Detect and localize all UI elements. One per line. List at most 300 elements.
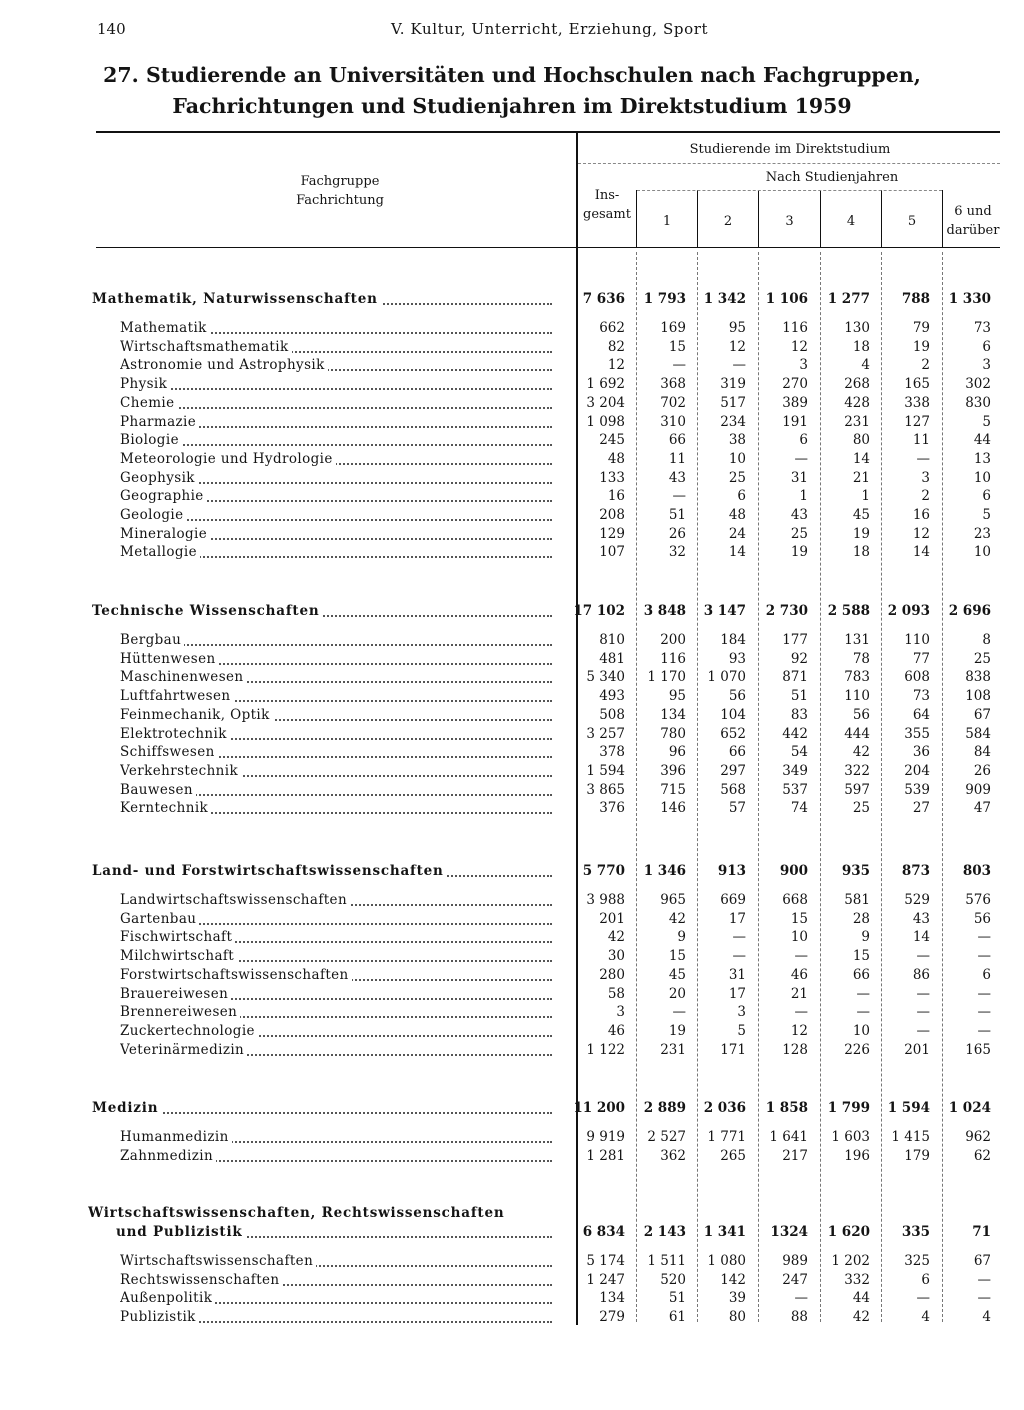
row-label [120, 1289, 552, 1308]
cell-year-1: 1 793 [643, 291, 686, 307]
row-label-text: Humanmedizin [120, 1129, 232, 1145]
cell-year-2: 568 [720, 782, 746, 798]
group-label [88, 1204, 552, 1223]
row-label-text: Mineralogie [120, 526, 210, 542]
cell-year-3: 128 [782, 1042, 808, 1058]
cell-year-4: 131 [844, 632, 870, 648]
row-label-text: Chemie [120, 395, 178, 411]
cell-year-4: 332 [844, 1272, 870, 1288]
table-row [0, 1308, 1024, 1327]
cell-year-5: 12 [912, 526, 930, 542]
cell-year-5: 2 [921, 488, 930, 504]
table-row [0, 706, 1024, 725]
cell-year-3: 270 [782, 376, 808, 392]
cell-year-1: 32 [668, 544, 686, 560]
row-label-text: Pharmazie [120, 414, 199, 430]
cell-year-2: 319 [720, 376, 746, 392]
cell-year-6-plus: 1 330 [948, 291, 991, 307]
cell-year-3: 83 [790, 707, 808, 723]
row-label-text: Wirtschaftsmathematik [120, 339, 292, 355]
group-label [92, 1099, 552, 1118]
cell-year-5: 19 [912, 339, 930, 355]
cell-year-3: 116 [782, 320, 808, 336]
cell-year-4: 10 [852, 1023, 870, 1039]
row-label [120, 725, 552, 744]
cell-year-4: 15 [852, 948, 870, 964]
cell-insgesamt: 280 [599, 967, 625, 983]
row-label [120, 1041, 552, 1060]
cell-year-1: 146 [660, 800, 686, 816]
group-label-text: Technische Wissenschaften [92, 603, 322, 619]
cell-year-2: 57 [728, 800, 746, 816]
cell-year-6-plus: 962 [965, 1129, 991, 1145]
table-row [0, 1003, 1024, 1022]
cell-year-3: 92 [790, 651, 808, 667]
cell-year-3: 54 [790, 744, 808, 760]
table-row [0, 1252, 1024, 1271]
cell-year-4: 226 [844, 1042, 870, 1058]
cell-year-3: 871 [782, 669, 808, 685]
table-row [0, 1128, 1024, 1147]
cell-year-6-plus: 909 [965, 782, 991, 798]
group-label-text: Medizin [92, 1100, 161, 1116]
table-row [0, 799, 1024, 818]
cell-insgesamt: 201 [599, 911, 625, 927]
cell-year-3: — [794, 1290, 808, 1306]
cell-insgesamt: 279 [599, 1309, 625, 1325]
cell-year-6-plus: 6 [982, 339, 991, 355]
table-row [0, 1289, 1024, 1308]
cell-year-6-plus: 47 [973, 800, 991, 816]
group-label-text: und Publizistik [116, 1224, 246, 1240]
cell-year-3: 10 [790, 929, 808, 945]
cell-year-4: 56 [852, 707, 870, 723]
cell-year-6-plus: 5 [982, 414, 991, 430]
cell-insgesamt: 493 [599, 688, 625, 704]
cell-year-1: 362 [660, 1148, 686, 1164]
cell-year-4: 322 [844, 763, 870, 779]
cell-year-5: 165 [904, 376, 930, 392]
cell-year-6-plus: 44 [973, 432, 991, 448]
cell-year-6-plus: — [977, 929, 991, 945]
row-label-text: Forstwirtschaftswissenschaften [120, 967, 352, 983]
cell-insgesamt: 3 865 [586, 782, 625, 798]
row-label-text: Brennereiwesen [120, 1004, 240, 1020]
row-label [120, 910, 552, 929]
table-row [0, 431, 1024, 450]
cell-insgesamt: 42 [607, 929, 625, 945]
cell-year-4: 2 588 [827, 603, 870, 619]
cell-year-5: 539 [904, 782, 930, 798]
cell-year-3: 12 [790, 1023, 808, 1039]
cell-year-6-plus: 2 696 [948, 603, 991, 619]
cell-year-1: — [672, 488, 686, 504]
cell-year-6-plus: 1 024 [948, 1100, 991, 1116]
row-label-text: Geographie [120, 488, 207, 504]
cell-year-1: 3 848 [643, 603, 686, 619]
row-label [120, 525, 552, 544]
cell-year-6-plus: — [977, 986, 991, 1002]
cell-year-4: 1 [861, 488, 870, 504]
cell-year-1: 310 [660, 414, 686, 430]
row-label [120, 1003, 552, 1022]
cell-year-2: 95 [728, 320, 746, 336]
cell-year-3: 1 858 [765, 1100, 808, 1116]
cell-year-1: 2 889 [643, 1100, 686, 1116]
cell-year-5: 11 [912, 432, 930, 448]
row-label-text: Hüttenwesen [120, 651, 219, 667]
cell-year-5: 14 [912, 929, 930, 945]
cell-year-1: 231 [660, 1042, 686, 1058]
cell-year-2: 669 [720, 892, 746, 908]
row-label [120, 431, 552, 450]
cell-year-1: 19 [668, 1023, 686, 1039]
cell-year-6-plus: 838 [965, 669, 991, 685]
cell-insgesamt: 3 204 [586, 395, 625, 411]
cell-insgesamt: 1 594 [586, 763, 625, 779]
cell-year-5: 4 [921, 1309, 930, 1325]
group-row [0, 1099, 1024, 1118]
cell-year-6-plus: 3 [982, 357, 991, 373]
cell-year-6-plus: 56 [973, 911, 991, 927]
cell-year-4: 581 [844, 892, 870, 908]
cell-year-5: 6 [921, 1272, 930, 1288]
cell-year-4: 935 [841, 863, 870, 879]
cell-year-6-plus: 8 [982, 632, 991, 648]
cell-year-2: 5 [737, 1023, 746, 1039]
cell-year-3: 389 [782, 395, 808, 411]
cell-year-5: 608 [904, 669, 930, 685]
cell-insgesamt: 17 102 [573, 603, 625, 619]
row-label [120, 762, 552, 781]
cell-year-1: 42 [668, 911, 686, 927]
cell-year-4: 19 [852, 526, 870, 542]
cell-year-6-plus: 10 [973, 544, 991, 560]
cell-year-2: 3 147 [703, 603, 746, 619]
cell-year-4: 231 [844, 414, 870, 430]
group-label [116, 1223, 552, 1242]
cell-year-3: — [794, 451, 808, 467]
cell-year-1: 26 [668, 526, 686, 542]
cell-year-3: 1 106 [765, 291, 808, 307]
cell-year-3: 247 [782, 1272, 808, 1288]
cell-year-1: 96 [668, 744, 686, 760]
cell-year-1: 61 [668, 1309, 686, 1325]
row-label [120, 1252, 552, 1271]
header-insgesamt-line-1: Ins- [594, 188, 620, 203]
cell-year-3: 15 [790, 911, 808, 927]
row-label-text: Meteorologie und Hydrologie [120, 451, 336, 467]
header-year-2: 2 [723, 214, 733, 229]
cell-year-1: 200 [660, 632, 686, 648]
row-label-text: Gartenbau [120, 911, 199, 927]
cell-year-5: — [916, 948, 930, 964]
cell-year-5: 1 415 [891, 1129, 930, 1145]
cell-year-6-plus: 6 [982, 488, 991, 504]
row-label-text: Geophysik [120, 470, 198, 486]
cell-year-6-plus: 73 [973, 320, 991, 336]
cell-year-1: 51 [668, 1290, 686, 1306]
cell-year-1: 11 [668, 451, 686, 467]
row-label-text: Kerntechnik [120, 800, 211, 816]
row-label [120, 413, 552, 432]
row-label [120, 668, 552, 687]
cell-insgesamt: 12 [607, 357, 625, 373]
cell-year-2: 234 [720, 414, 746, 430]
cell-year-1: 15 [668, 948, 686, 964]
cell-year-3: 177 [782, 632, 808, 648]
cell-year-2: 17 [728, 911, 746, 927]
cell-insgesamt: 7 636 [582, 291, 625, 307]
cell-year-3: 88 [790, 1309, 808, 1325]
cell-year-1: 134 [660, 707, 686, 723]
row-label-text: Verkehrstechnik [120, 763, 241, 779]
cell-year-6-plus: 4 [982, 1309, 991, 1325]
cell-insgesamt: 134 [599, 1290, 625, 1306]
table-row [0, 985, 1024, 1004]
row-label-text: Fischwirtschaft [120, 929, 235, 945]
group-label [92, 290, 552, 309]
cell-year-3: 668 [782, 892, 808, 908]
cell-year-4: 428 [844, 395, 870, 411]
cell-year-5: 355 [904, 726, 930, 742]
cell-year-1: 2 527 [647, 1129, 686, 1145]
cell-year-6-plus: 13 [973, 451, 991, 467]
group-row [0, 1204, 1024, 1223]
cell-year-5: — [916, 1004, 930, 1020]
cell-insgesamt: 1 098 [586, 414, 625, 430]
cell-insgesamt: 245 [599, 432, 625, 448]
cell-year-3: 6 [799, 432, 808, 448]
row-label-text: Luftfahrtwesen [120, 688, 233, 704]
cell-year-2: 24 [728, 526, 746, 542]
cell-year-2: 1 771 [707, 1129, 746, 1145]
cell-year-6-plus: 26 [973, 763, 991, 779]
cell-year-5: — [916, 451, 930, 467]
cell-year-5: 1 594 [887, 1100, 930, 1116]
cell-insgesamt: 508 [599, 707, 625, 723]
cell-year-2: 652 [720, 726, 746, 742]
cell-year-3: 25 [790, 526, 808, 542]
cell-year-2: 10 [728, 451, 746, 467]
row-label-text: Zahnmedizin [120, 1148, 216, 1164]
cell-year-5: 79 [912, 320, 930, 336]
cell-year-2: 80 [728, 1309, 746, 1325]
group-row [0, 1223, 1024, 1242]
cell-year-2: 104 [720, 707, 746, 723]
row-label [120, 394, 552, 413]
table-row [0, 469, 1024, 488]
cell-year-4: 1 202 [831, 1253, 870, 1269]
cell-year-2: 913 [717, 863, 746, 879]
table-row [0, 506, 1024, 525]
cell-year-5: 73 [912, 688, 930, 704]
row-label [120, 1147, 552, 1166]
cell-year-2: 56 [728, 688, 746, 704]
cell-year-1: 368 [660, 376, 686, 392]
cell-year-5: 16 [912, 507, 930, 523]
row-label [120, 319, 552, 338]
row-label [120, 799, 552, 818]
cell-year-6-plus: 6 [982, 967, 991, 983]
row-label [120, 450, 552, 469]
row-label-text: Maschinenwesen [120, 669, 247, 685]
cell-year-1: 780 [660, 726, 686, 742]
row-label-text: Mathematik [120, 320, 210, 336]
row-label-text: Geologie [120, 507, 187, 523]
cell-year-5: 43 [912, 911, 930, 927]
cell-year-4: 4 [861, 357, 870, 373]
group-label-text: Wirtschaftswissenschaften, Rechtswissenschaften [88, 1205, 507, 1221]
table-row [0, 1041, 1024, 1060]
cell-insgesamt: 48 [607, 451, 625, 467]
cell-year-5: 335 [901, 1224, 930, 1240]
cell-year-1: 43 [668, 470, 686, 486]
table-row [0, 891, 1024, 910]
header-sub-spanner: Nach Studienjahren [765, 170, 899, 185]
row-label [120, 1271, 552, 1290]
row-label-text: Publizistik [120, 1309, 199, 1325]
cell-year-5: 110 [904, 632, 930, 648]
cell-year-1: 45 [668, 967, 686, 983]
cell-year-1: 116 [660, 651, 686, 667]
header-year-6-plus-line-2: darüber [946, 223, 1000, 238]
cell-year-5: 3 [921, 470, 930, 486]
cell-year-2: 17 [728, 986, 746, 1002]
cell-insgesamt: 1 247 [586, 1272, 625, 1288]
row-label [120, 506, 552, 525]
cell-year-4: 110 [844, 688, 870, 704]
cell-year-1: 1 170 [647, 669, 686, 685]
cell-year-2: 6 [737, 488, 746, 504]
row-label-text: Rechtswissenschaften [120, 1272, 283, 1288]
cell-year-5: 2 [921, 357, 930, 373]
cell-year-4: 44 [852, 1290, 870, 1306]
cell-year-4: 130 [844, 320, 870, 336]
cell-year-1: 1 511 [647, 1253, 686, 1269]
cell-year-2: 66 [728, 744, 746, 760]
cell-insgesamt: 208 [599, 507, 625, 523]
cell-year-4: 783 [844, 669, 870, 685]
cell-year-2: 184 [720, 632, 746, 648]
row-label-text: Zuckertechnologie [120, 1023, 258, 1039]
cell-insgesamt: 3 988 [586, 892, 625, 908]
row-label [120, 985, 552, 1004]
table-row [0, 743, 1024, 762]
row-label [120, 706, 552, 725]
cell-year-6-plus: 108 [965, 688, 991, 704]
page-number: 140 [97, 20, 126, 38]
cell-year-5: 2 093 [887, 603, 930, 619]
cell-year-3: 1 [799, 488, 808, 504]
table-row [0, 631, 1024, 650]
cell-year-4: 25 [852, 800, 870, 816]
cell-year-1: 9 [677, 929, 686, 945]
table-row [0, 781, 1024, 800]
cell-year-2: 265 [720, 1148, 746, 1164]
table-title-line-1: 27. Studierende an Universitäten und Hochschulen nach Fachgruppen, [103, 63, 921, 87]
row-label-text: Biologie [120, 432, 182, 448]
cell-year-3: 1324 [770, 1224, 808, 1240]
header-year-5: 5 [907, 214, 917, 229]
table-row [0, 1147, 1024, 1166]
cell-year-1: 20 [668, 986, 686, 1002]
cell-year-2: 48 [728, 507, 746, 523]
cell-year-4: 45 [852, 507, 870, 523]
row-label-text: Bergbau [120, 632, 184, 648]
cell-insgesamt: 133 [599, 470, 625, 486]
table-row [0, 450, 1024, 469]
header-year-6-plus-line-1: 6 und [954, 204, 992, 219]
row-label-text: Metallogie [120, 544, 200, 560]
cell-year-6-plus: — [977, 1272, 991, 1288]
cell-year-6-plus: — [977, 1290, 991, 1306]
row-label-text: Brauereiwesen [120, 986, 231, 1002]
cell-year-5: 179 [904, 1148, 930, 1164]
cell-year-4: 14 [852, 451, 870, 467]
table-row [0, 375, 1024, 394]
cell-insgesamt: 376 [599, 800, 625, 816]
cell-year-5: 325 [904, 1253, 930, 1269]
cell-year-5: — [916, 1023, 930, 1039]
cell-year-2: 517 [720, 395, 746, 411]
row-label-text: Veterinärmedizin [120, 1042, 247, 1058]
cell-year-2: 1 070 [707, 669, 746, 685]
row-label [120, 338, 552, 357]
cell-year-3: 2 730 [765, 603, 808, 619]
cell-year-4: 1 799 [827, 1100, 870, 1116]
table-row [0, 487, 1024, 506]
cell-insgesamt: 5 174 [586, 1253, 625, 1269]
row-label [120, 487, 552, 506]
cell-insgesamt: 810 [599, 632, 625, 648]
table-row [0, 413, 1024, 432]
cell-year-5: 77 [912, 651, 930, 667]
cell-year-3: 191 [782, 414, 808, 430]
cell-insgesamt: 11 200 [573, 1100, 625, 1116]
cell-year-5: 86 [912, 967, 930, 983]
cell-year-6-plus: 165 [965, 1042, 991, 1058]
header-spanner: Studierende im Direktstudium [689, 142, 891, 157]
cell-year-3: 31 [790, 470, 808, 486]
cell-year-3: 442 [782, 726, 808, 742]
group-row [0, 290, 1024, 309]
cell-year-3: — [794, 948, 808, 964]
cell-year-4: 28 [852, 911, 870, 927]
cell-insgesamt: 3 257 [586, 726, 625, 742]
cell-year-6-plus: — [977, 948, 991, 964]
table-row [0, 525, 1024, 544]
cell-year-1: 1 346 [643, 863, 686, 879]
group-label [92, 602, 552, 621]
group-label-text: Land- und Forstwirtschaftswissenschaften [92, 863, 447, 879]
row-label-text: Feinmechanik, Optik [120, 707, 273, 723]
table-row [0, 356, 1024, 375]
header-stub-line-1: Fachgruppe [300, 174, 380, 189]
cell-year-2: 1 341 [703, 1224, 746, 1240]
cell-year-4: 1 277 [827, 291, 870, 307]
row-label [120, 781, 552, 800]
table-title-line-2: Fachrichtungen und Studienjahren im Direktstudium 1959 [172, 94, 852, 118]
cell-year-6-plus: 84 [973, 744, 991, 760]
cell-year-5: 873 [901, 863, 930, 879]
cell-year-6-plus: 10 [973, 470, 991, 486]
cell-year-4: 1 603 [831, 1129, 870, 1145]
cell-year-6-plus: 25 [973, 651, 991, 667]
cell-insgesamt: 3 [616, 1004, 625, 1020]
cell-year-2: 2 036 [703, 1100, 746, 1116]
row-label [120, 743, 552, 762]
